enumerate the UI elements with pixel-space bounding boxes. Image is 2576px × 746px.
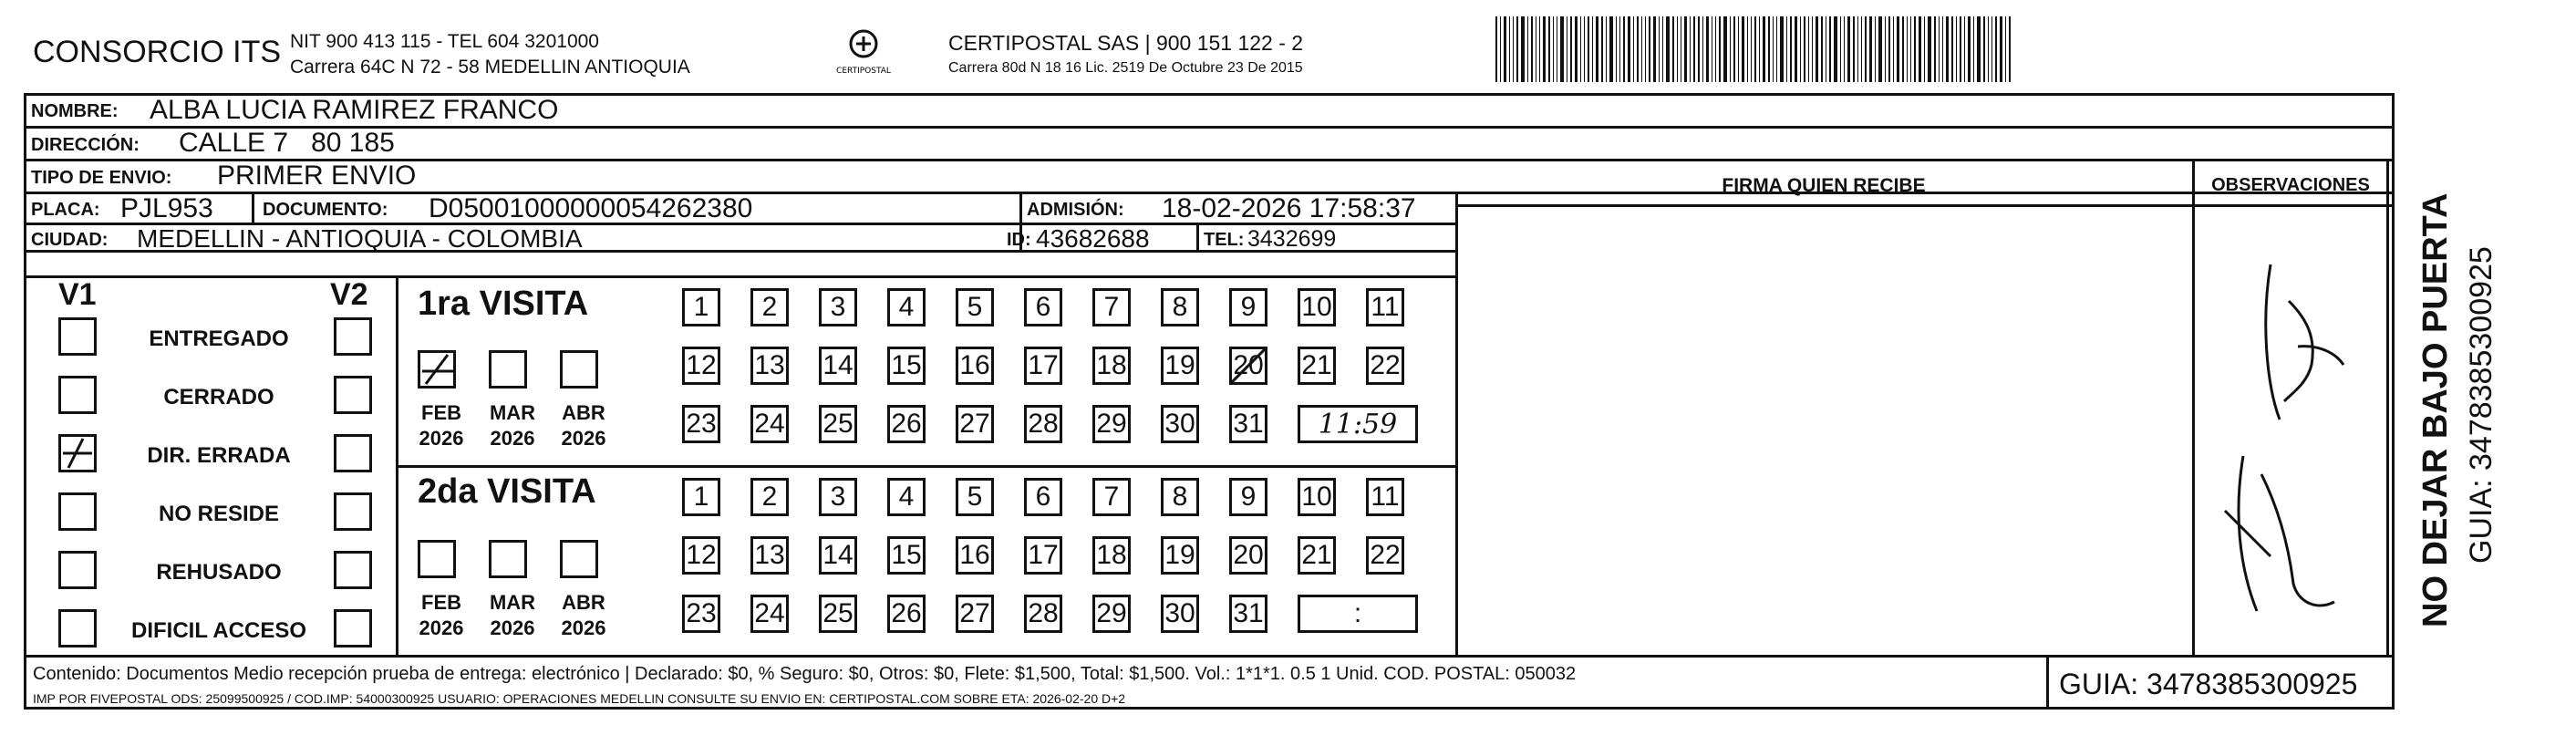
day-box[interactable]: 19: [1161, 347, 1199, 385]
status-label: REHUSADO: [156, 560, 282, 585]
day-box[interactable]: 15: [887, 347, 926, 385]
day-box[interactable]: 10: [1298, 478, 1336, 516]
month-label: FEB: [421, 401, 461, 424]
day-box[interactable]: 15: [887, 536, 926, 575]
courier-name: CERTIPOSTAL SAS | 900 151 122 - 2: [948, 31, 1304, 55]
direccion-label: DIRECCIÓN:: [31, 135, 140, 155]
year-label: 2026: [490, 616, 535, 639]
day-box[interactable]: 7: [1092, 288, 1131, 326]
day-box[interactable]: 27: [956, 405, 994, 443]
day-box[interactable]: 22: [1366, 347, 1404, 385]
day-box[interactable]: 31: [1229, 405, 1267, 443]
placa-label: PLACA:: [31, 200, 100, 220]
v1-checkbox[interactable]: [58, 492, 97, 531]
month-checkbox[interactable]: [418, 350, 456, 389]
status-label: DIR. ERRADA: [147, 443, 291, 468]
v2-checkbox[interactable]: [334, 492, 372, 531]
tipo-envio-value: PRIMER ENVIO: [217, 161, 417, 191]
first-visit-title: 1ra VISITA: [418, 285, 589, 323]
v2-checkbox[interactable]: [334, 609, 372, 648]
tel-value: 3432699: [1247, 226, 1337, 252]
day-box[interactable]: 29: [1092, 405, 1131, 443]
time-box[interactable]: 11:59: [1298, 405, 1418, 443]
day-box[interactable]: 9: [1229, 478, 1267, 516]
year-label: 2026: [490, 427, 535, 450]
day-box[interactable]: 29: [1092, 595, 1131, 633]
company-nit: NIT 900 413 115 - TEL 604 3201000: [290, 31, 599, 52]
month-checkbox[interactable]: [560, 350, 598, 389]
day-box[interactable]: 19: [1161, 536, 1199, 575]
documento-label: DOCUMENTO:: [263, 200, 388, 220]
month-label: ABR: [562, 401, 605, 424]
v2-checkbox[interactable]: [334, 317, 372, 356]
year-label: 2026: [419, 616, 464, 639]
v1-checkbox[interactable]: [58, 434, 97, 472]
ciudad-label: CIUDAD:: [31, 230, 109, 250]
company-address: Carrera 64C N 72 - 58 MEDELLIN ANTIOQUIA: [290, 57, 690, 78]
nombre-label: NOMBRE:: [31, 101, 119, 121]
day-box[interactable]: 17: [1024, 347, 1062, 385]
month-checkbox[interactable]: [560, 540, 598, 578]
day-box[interactable]: 6: [1024, 288, 1062, 326]
footer-contenido: Contenido: Documentos Medio recepción prueba de entrega: electrónico | Declarado: $0, % Seguro: $0, Otros: $0, Flete: $1,500, Total: $1,500. Vol.: 1*1*1. 0.5 1 Unid. COD. POSTAL: 050032: [33, 664, 1577, 684]
placa-value: PJL953: [120, 193, 213, 223]
day-box[interactable]: 1: [682, 288, 720, 326]
day-box[interactable]: 27: [956, 595, 994, 633]
day-box[interactable]: 24: [750, 595, 789, 633]
day-box[interactable]: 23: [682, 595, 720, 633]
id-value: 43682688: [1036, 224, 1150, 253]
day-box[interactable]: 20: [1229, 536, 1267, 575]
day-box[interactable]: 17: [1024, 536, 1062, 575]
v2-checkbox[interactable]: [334, 551, 372, 589]
day-box[interactable]: 30: [1161, 405, 1199, 443]
courier-address: Carrera 80d N 18 16 Lic. 2519 De Octubre 23 De 2015: [948, 60, 1303, 76]
day-box[interactable]: 3: [819, 288, 857, 326]
month-label: FEB: [421, 591, 461, 614]
side-guia: GUIA: 3478385300925: [2464, 246, 2498, 564]
day-box[interactable]: 4: [887, 288, 926, 326]
v1-checkbox[interactable]: [58, 609, 97, 648]
day-box[interactable]: 18: [1092, 347, 1131, 385]
year-label: 2026: [561, 427, 606, 450]
day-box[interactable]: 6: [1024, 478, 1062, 516]
day-box[interactable]: 21: [1298, 347, 1336, 385]
day-box[interactable]: 16: [956, 347, 994, 385]
day-box[interactable]: 18: [1092, 536, 1131, 575]
second-visit-title: 2da VISITA: [418, 472, 596, 511]
day-box[interactable]: 13: [750, 536, 789, 575]
nombre-value: ALBA LUCIA RAMIREZ FRANCO: [150, 95, 559, 125]
v2-label: V2: [330, 277, 368, 312]
month-checkbox[interactable]: [418, 540, 456, 578]
documento-value: D05001000000054262380: [429, 193, 753, 223]
ciudad-value: MEDELLIN - ANTIOQUIA - COLOMBIA: [137, 224, 583, 253]
status-label: ENTREGADO: [149, 326, 289, 351]
day-box[interactable]: 25: [819, 595, 857, 633]
company-name: CONSORCIO ITS: [33, 35, 282, 69]
day-box[interactable]: 3: [819, 478, 857, 516]
day-box[interactable]: 26: [887, 405, 926, 443]
day-box[interactable]: 4: [887, 478, 926, 516]
day-box[interactable]: 26: [887, 595, 926, 633]
side-warning: NO DEJAR BAJO PUERTA: [2416, 192, 2455, 627]
month-label: MAR: [489, 591, 536, 614]
day-box[interactable]: 25: [819, 405, 857, 443]
day-box[interactable]: 24: [750, 405, 789, 443]
day-box[interactable]: 12: [682, 536, 720, 575]
admision-label: ADMISIÓN:: [1027, 200, 1124, 220]
v1-checkbox[interactable]: [58, 317, 97, 356]
footer-guia: GUIA: 3478385300925: [2059, 668, 2358, 700]
day-box[interactable]: 20: [1229, 347, 1267, 385]
status-label: NO RESIDE: [158, 502, 280, 526]
year-label: 2026: [561, 616, 606, 639]
day-box[interactable]: 21: [1298, 536, 1336, 575]
admision-value: 18-02-2026 17:58:37: [1162, 193, 1416, 223]
observaciones-handwriting: [2207, 237, 2380, 638]
direccion-value: CALLE 7 80 185: [179, 128, 395, 158]
status-label: CERRADO: [163, 385, 274, 409]
v1-checkbox[interactable]: [58, 551, 97, 589]
day-box[interactable]: 16: [956, 536, 994, 575]
tipo-envio-label: TIPO DE ENVIO:: [31, 168, 172, 188]
id-label: ID:: [1007, 230, 1031, 250]
day-box[interactable]: 28: [1024, 405, 1062, 443]
day-box[interactable]: 9: [1229, 288, 1267, 326]
day-box[interactable]: 23: [682, 405, 720, 443]
month-checkbox[interactable]: [489, 350, 527, 389]
day-box[interactable]: 13: [750, 347, 789, 385]
day-box[interactable]: 22: [1366, 536, 1404, 575]
v1-label: V1: [58, 277, 97, 312]
day-box[interactable]: 8: [1161, 478, 1199, 516]
v1-checkbox[interactable]: [58, 376, 97, 414]
tel-label: TEL:: [1204, 230, 1245, 250]
day-box[interactable]: 2: [750, 478, 789, 516]
day-box[interactable]: 7: [1092, 478, 1131, 516]
day-box[interactable]: 1: [682, 478, 720, 516]
observaciones-header: OBSERVACIONES: [2211, 175, 2370, 195]
certipostal-logo: [832, 27, 895, 84]
day-box[interactable]: 2: [750, 288, 789, 326]
day-box[interactable]: 8: [1161, 288, 1199, 326]
month-checkbox[interactable]: [489, 540, 527, 578]
day-box[interactable]: 10: [1298, 288, 1336, 326]
day-box[interactable]: 5: [956, 478, 994, 516]
footer-imp: IMP POR FIVEPOSTAL ODS: 25099500925 / COD.IMP: 54000300925 USUARIO: OPERACIONES MEDELLIN CONSULTE SU ENVIO EN: CERTIPOSTAL.COM SOBRE ETA: 2026-02-20 D+2: [33, 691, 1126, 706]
v2-checkbox[interactable]: [334, 434, 372, 472]
day-box[interactable]: 5: [956, 288, 994, 326]
day-box[interactable]: 12: [682, 347, 720, 385]
day-box[interactable]: 30: [1161, 595, 1199, 633]
day-box[interactable]: 14: [819, 347, 857, 385]
day-box[interactable]: 11: [1366, 288, 1404, 326]
day-box[interactable]: 14: [819, 536, 857, 575]
year-label: 2026: [419, 427, 464, 450]
v2-checkbox[interactable]: [334, 376, 372, 414]
status-label: DIFICIL ACCESO: [130, 618, 306, 643]
barcode: [1495, 16, 2225, 82]
month-label: MAR: [489, 401, 536, 424]
day-box[interactable]: 11: [1366, 478, 1404, 516]
firma-header: FIRMA QUIEN RECIBE: [1722, 175, 1926, 196]
month-label: ABR: [562, 591, 605, 614]
day-box[interactable]: 28: [1024, 595, 1062, 633]
day-box[interactable]: 31: [1229, 595, 1267, 633]
time-box[interactable]: :: [1298, 595, 1418, 633]
logo-text: CERTIPOSTAL: [836, 67, 891, 76]
